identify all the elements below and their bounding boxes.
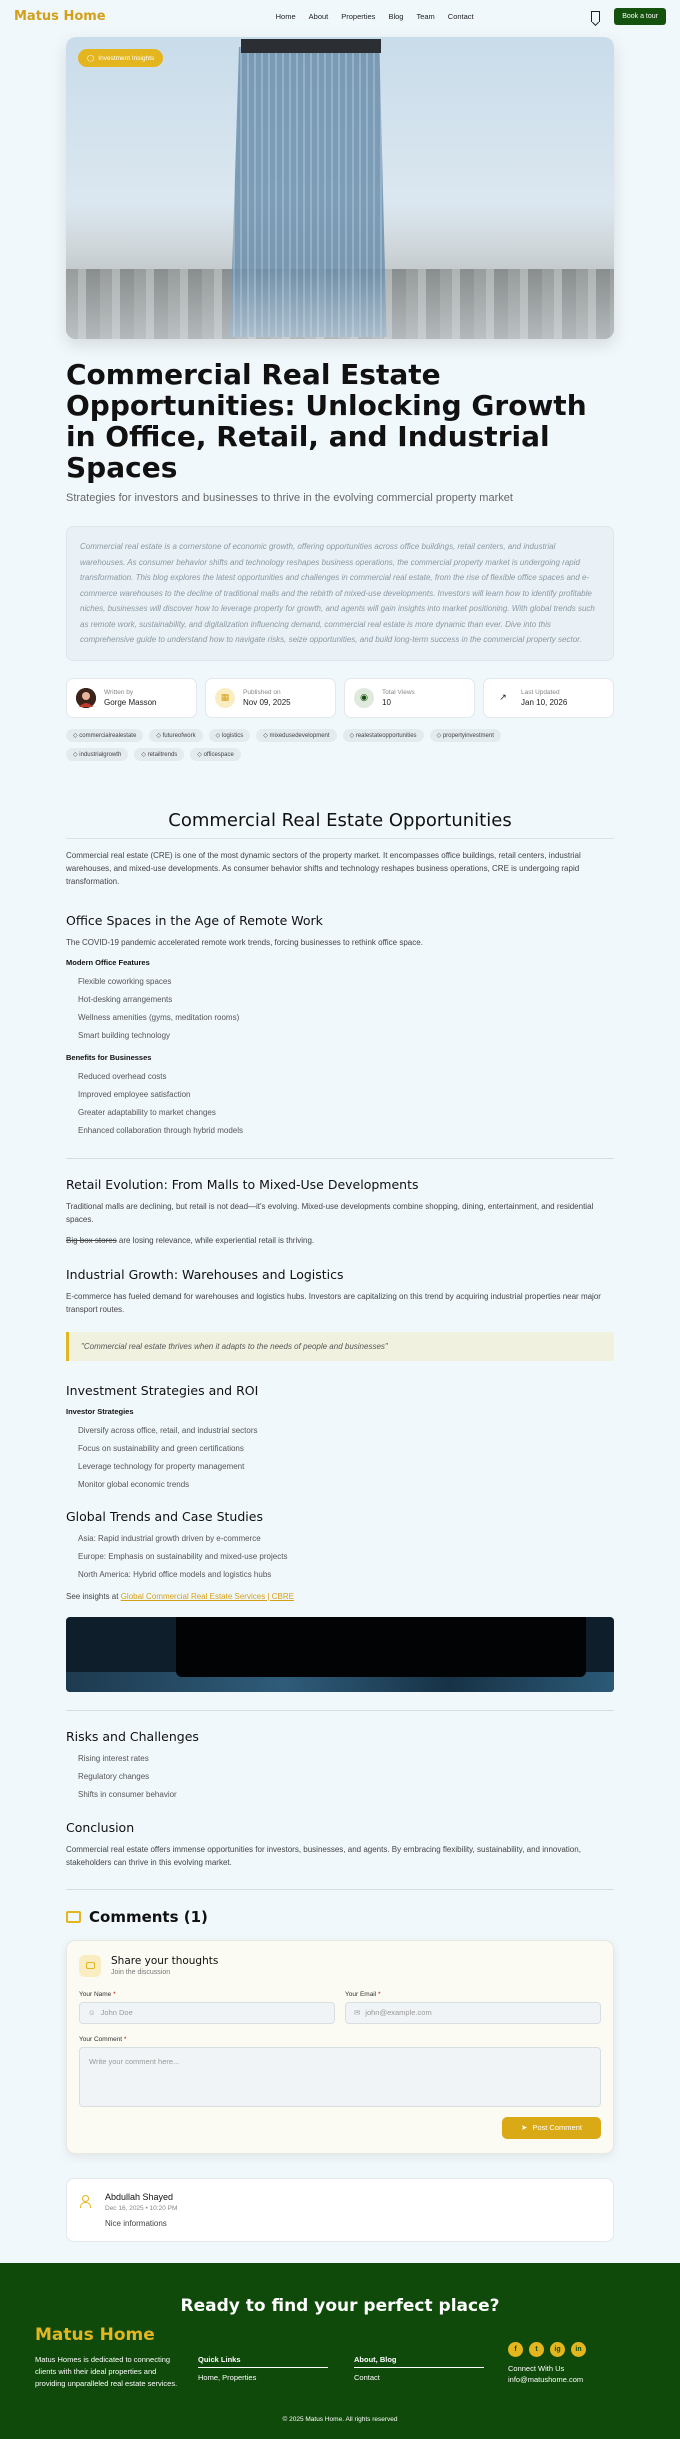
comment-label: Your Comment * — [79, 2035, 127, 2043]
article-summary: Commercial real estate is a cornerstone of economic growth, offering opportunities across office buildings, retail centers, and industrial warehouses. As consumer behavior shifts and technology reshapes business operations, the commercial property market is undergoing rapid transformation. This blog explores the latest opportunities and challenges in commercial real estate, from the rise of flexible office spaces and e-commerce warehouses to the decline of traditional malls and the rebirth of mixed-use developments. Investors will learn how to identify profitable niches, businesses will discover how to leverage property for growth, and agents will gain insights into market positioning. With global trends such as remote work, sustainability, and digitalization influencing demand, commercial real estate is more dynamic than ever. Dive into this comprehensive guide to understand how to navigate risks, seize opportunities, and build long-term success in the commercial property sector. — [66, 526, 614, 661]
tag-chip[interactable]: ◇ officespace — [190, 748, 241, 761]
name-label: Your Name * — [79, 1990, 116, 1998]
tag-chip[interactable]: ◇ realestateopportunities — [343, 729, 424, 742]
nav-properties[interactable]: Properties — [341, 11, 376, 21]
hero-image — [66, 37, 614, 339]
category-badge: ◯ Investment Insights — [78, 49, 163, 67]
copyright: © 2025 Matus Home. All rights reserved — [282, 2415, 398, 2423]
user-icon: ☺ — [88, 2008, 96, 2017]
site-footer — [0, 2263, 680, 2439]
linkedin-icon[interactable]: in — [571, 2342, 586, 2357]
list-item: Greater adaptability to market changes — [78, 1107, 216, 1117]
mail-icon: ✉ — [354, 2008, 361, 2017]
investment-heading: Investment Strategies and ROI — [66, 1382, 259, 1398]
article-title: Commercial Real Estate Opportunities: Unlocking Growth in Office, Retail, and Industrial Spaces — [66, 358, 587, 484]
share-title: Share your thoughts — [111, 1955, 219, 1967]
risks-heading: Risks and Challenges — [66, 1728, 199, 1744]
list-item: Diversify across office, retail, and industrial sectors — [78, 1425, 258, 1435]
tag-chip[interactable]: ◇ logistics — [209, 729, 251, 742]
risks-list — [66, 1750, 614, 1804]
email-field[interactable]: ✉ john@example.com — [345, 2002, 601, 2024]
list-item: Shifts in consumer behavior — [78, 1789, 177, 1799]
site-header — [0, 0, 680, 32]
tag-chip[interactable]: ◇ retailtrends — [134, 748, 184, 761]
strategies-heading: Investor Strategies — [66, 1406, 134, 1416]
site-logo[interactable]: Matus Home — [14, 8, 106, 24]
list-item: Wellness amenities (gyms, meditation rooms) — [78, 1012, 240, 1022]
tag-chip[interactable]: ◇ futureofwork — [149, 729, 202, 742]
footer-link[interactable]: Contact — [354, 2372, 380, 2382]
retail-note: Big box stores are losing relevance, while experiential retail is thriving. — [66, 1235, 315, 1245]
office-heading: Office Spaces in the Age of Remote Work — [66, 912, 323, 928]
section-title: Commercial Real Estate Opportunities — [66, 810, 614, 839]
list-item: Improved employee satisfaction — [78, 1089, 191, 1099]
meta-published: ▦ Published on Nov 09, 2025 — [205, 678, 336, 718]
comment-textarea[interactable]: Write your comment here... — [79, 2047, 601, 2107]
comment-form — [66, 1940, 614, 2154]
comment-item — [66, 2178, 614, 2242]
footer-quick-links: Quick Links Home, Properties — [198, 2355, 328, 2382]
comment-text: Nice informations — [105, 2218, 167, 2228]
social-links — [508, 2342, 586, 2357]
conclusion-paragraph: Commercial real estate offers immense opportunities for investors, businesses, and agents. By embracing flexibility, sustainability, and innovation, stakeholders can thrive in this evolving market. — [66, 1844, 581, 1867]
benefits-heading: Benefits for Businesses — [66, 1052, 152, 1062]
nav-home[interactable]: Home — [275, 11, 296, 21]
meta-views: ◉ Total Views 10 — [344, 678, 475, 718]
features-heading: Modern Office Features — [66, 957, 150, 967]
benefits-list — [66, 1068, 614, 1140]
features-list — [66, 973, 614, 1045]
article-subtitle: Strategies for investors and businesses to thrive in the evolving commercial property market — [66, 492, 513, 504]
list-item: Regulatory changes — [78, 1771, 150, 1781]
footer-cta: Ready to find your perfect place? — [180, 2295, 500, 2316]
pull-quote: "Commercial real estate thrives when it adapts to the needs of people and businesses" — [66, 1332, 614, 1361]
author-avatar — [76, 688, 96, 708]
list-item: Smart building technology — [78, 1030, 171, 1040]
industrial-heading: Industrial Growth: Warehouses and Logistics — [66, 1266, 344, 1282]
twitter-icon[interactable]: t — [529, 2342, 544, 2357]
divider — [66, 1889, 614, 1890]
retail-paragraph: Traditional malls are declining, but retail is not dead—it's evolving. Mixed-use developments combine shopping, dining, entertainment, and residential spaces. — [66, 1201, 594, 1224]
nav-team[interactable]: Team — [416, 11, 435, 21]
trend-icon: ↗ — [493, 688, 513, 708]
tag-chip[interactable]: ◇ industrialgrowth — [66, 748, 128, 761]
footer-about-links: About, Blog Contact — [354, 2355, 484, 2382]
list-item: Hot-desking arrangements — [78, 994, 173, 1004]
user-icon — [79, 2195, 91, 2207]
video-overlay — [176, 1617, 586, 1677]
insights-line: See insights at Global Commercial Real Estate Services | CBRE — [66, 1591, 294, 1601]
list-item: Europe: Emphasis on sustainability and mixed-use projects — [78, 1551, 288, 1561]
main-nav — [276, 12, 474, 21]
bookmark-icon[interactable] — [591, 11, 600, 22]
footer-link[interactable]: Home, Properties — [198, 2372, 257, 2382]
office-paragraph: The COVID-19 pandemic accelerated remote work trends, forcing businesses to rethink office space. — [66, 937, 423, 947]
comments-heading: Comments (1) — [66, 1908, 614, 1926]
list-item: Monitor global economic trends — [78, 1479, 190, 1489]
nav-blog[interactable]: Blog — [388, 11, 404, 21]
conclusion-heading: Conclusion — [66, 1819, 135, 1835]
list-item: North America: Hybrid office models and logistics hubs — [78, 1569, 272, 1579]
divider — [66, 1158, 614, 1159]
chat-icon — [66, 1911, 81, 1923]
facebook-icon[interactable]: f — [508, 2342, 523, 2357]
footer-logo[interactable]: Matus Home — [35, 2324, 155, 2345]
tower-roof — [241, 39, 381, 53]
cbre-link[interactable]: Global Commercial Real Estate Services | CBRE — [120, 1591, 294, 1601]
list-item: Flexible coworking spaces — [78, 976, 172, 986]
list-item: Rising interest rates — [78, 1753, 149, 1763]
strategies-list — [66, 1422, 614, 1494]
header-actions — [591, 8, 666, 25]
book-tour-button[interactable]: Book a tour — [614, 8, 666, 25]
list-item: Reduced overhead costs — [78, 1071, 167, 1081]
commenter-name: Abdullah Shayed — [105, 2191, 174, 2202]
list-item: Asia: Rapid industrial growth driven by e-commerce — [78, 1533, 261, 1543]
tag-chip[interactable]: ◇ mixedusedevelopment — [256, 729, 336, 742]
eye-icon: ◉ — [354, 688, 374, 708]
industrial-paragraph: E-commerce has fueled demand for warehouses and logistics hubs. Investors are capitalizing on this trend by acquiring industrial properties near major transport routes. — [66, 1291, 601, 1314]
footer-connect: Connect With Us info@matushome.com — [508, 2363, 584, 2384]
meta-updated: ↗ Last Updated Jan 10, 2026 — [483, 678, 614, 718]
meta-author: Written by Gorge Masson — [66, 678, 197, 718]
retail-heading: Retail Evolution: From Malls to Mixed-Use Developments — [66, 1176, 419, 1192]
tag-icon: ◯ — [87, 55, 95, 62]
chat-icon — [79, 1955, 101, 1977]
global-list — [66, 1530, 614, 1584]
nav-about[interactable]: About — [308, 11, 329, 21]
article-meta — [66, 678, 614, 718]
send-icon: ➤ — [521, 2123, 528, 2132]
instagram-icon[interactable]: ig — [550, 2342, 565, 2357]
list-item: Focus on sustainability and green certifications — [78, 1443, 244, 1453]
email-label: Your Email * — [345, 1990, 381, 1998]
global-heading: Global Trends and Case Studies — [66, 1508, 263, 1524]
list-item: Leverage technology for property management — [78, 1461, 245, 1471]
calendar-icon: ▦ — [215, 688, 235, 708]
footer-description: Matus Homes is dedicated to connecting clients with their ideal properties and providing unparalleled real estate services. — [35, 2354, 178, 2388]
tag-list — [66, 729, 536, 761]
nav-contact[interactable]: Contact — [447, 11, 474, 21]
share-subtitle: Join the discussion — [111, 1969, 171, 1976]
tag-chip[interactable]: ◇ propertyinvestment — [430, 729, 501, 742]
divider — [66, 1710, 614, 1711]
comment-date: Dec 16, 2025 • 10:20 PM — [105, 2204, 178, 2212]
footer-email[interactable]: info@matushome.com — [508, 2374, 584, 2384]
name-field[interactable]: ☺ John Doe — [79, 2002, 335, 2024]
list-item: Enhanced collaboration through hybrid models — [78, 1125, 243, 1135]
tag-chip[interactable]: ◇ commercialrealestate — [66, 729, 143, 742]
post-comment-button[interactable]: ➤ Post Comment — [502, 2117, 601, 2139]
embedded-video[interactable] — [66, 1617, 614, 1692]
intro-paragraph: Commercial real estate (CRE) is one of the most dynamic sectors of the property market. It encompasses office buildings, retail centers, industrial warehouses, and mixed-use developments. As consumer behavior shifts and technology reshapes business operations, CRE is undergoing rapid transformation. — [66, 850, 581, 886]
